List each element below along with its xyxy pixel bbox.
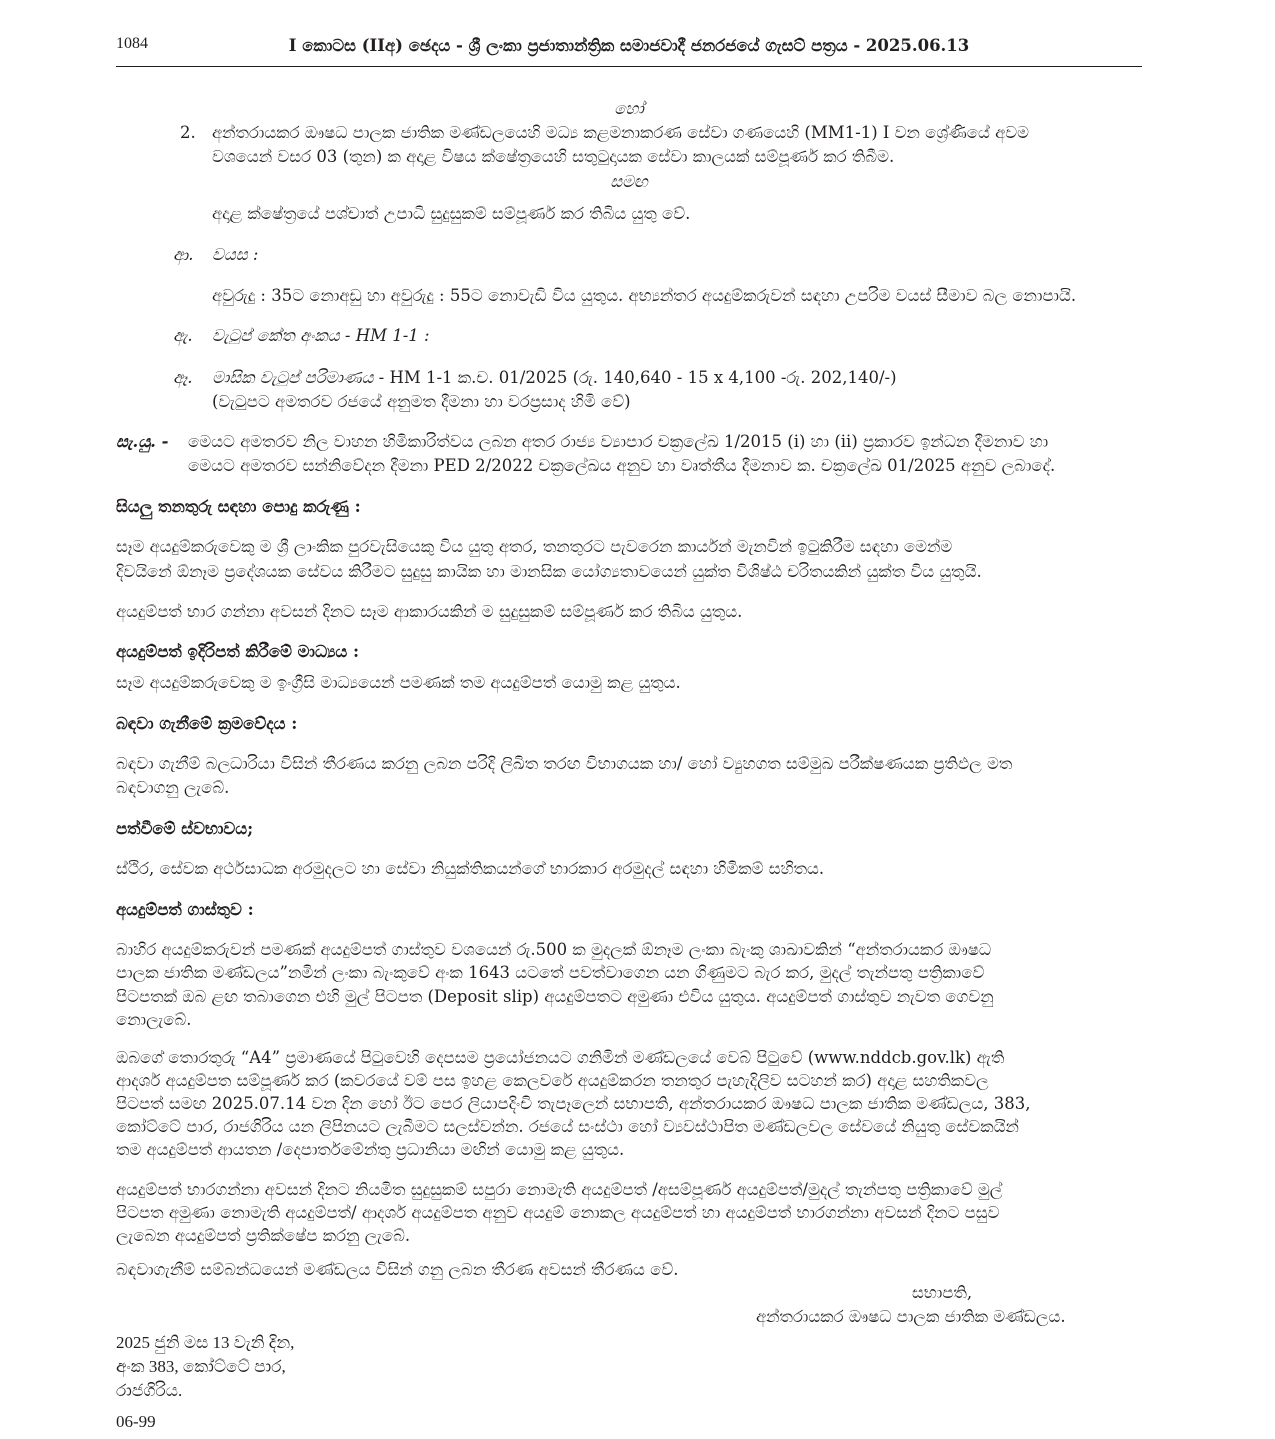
postgrad-requirement: අදාළ ක්ෂේත්‍රයේ පශ්චාත් උපාධි සුදුසුකම් සම්පූර්ණ කර තිබිය යුතු වේ.: [212, 204, 691, 223]
nature-text: ස්ථිර, සේවක අර්ථසාධක අරමුදලට හා සේවා නියුක්තිකයන්ගේ භාරකාර අරමුදල් සඳහා හිමිකම් සහිතය.: [116, 859, 825, 878]
fee-heading: අයදුම්පත් ගාස්තුව :: [116, 900, 254, 919]
ps-line-1: මෙයට අමතරව නිල වාහන හිමිකාරිත්වය ලබන අතර රාජ්‍ය ව්‍යාපාර චක්‍රලේඛ 1/2015 (i) හා (ii) ප්‍රකාරව ඉන්ධන දීමනාව හා: [188, 432, 1049, 451]
general-p2: අයදුම්පත් භාර ගන්නා අවසන් දිනට සෑම ආකාරයකින් ම සුදුසුකම් සම්පූර්ණ කර තිබිය යුතුය.: [116, 602, 743, 621]
fee-p4: බඳවාගැනීම් සම්බන්ධයෙන් මණ්ඩලය විසින් ගනු ලබන තීරණ අවසන් තීරණය වේ.: [116, 1260, 679, 1279]
or-word: හෝ: [614, 99, 644, 118]
medium-text: සෑම අයදුම්කරුවෙකු ම ඉංග්‍රීසි මාධ්‍යයෙන් පමණක් තම අයදුම්පත් යොමු කළ යුතුය.: [116, 673, 681, 692]
fee-p2-line-5: තම අයදුම්පත් ආයතන /දෙපාර්තමේන්තු ප්‍රධානියා මඟින් යොමු කළ යුතුය.: [116, 1140, 625, 1159]
fee-p1-line-2: පාලක ජාතික මණ්ඩලය”නමින් ලංකා බැංකුවේ අංක 1643 යටතේ පවත්වාගෙන යන ගිණුමට බැර කර, මුදල් තැන්පතු පත්‍රිකාවේ: [116, 963, 985, 982]
medium-heading: අයදුම්පත් ඉදිරිපත් කිරීමේ මාධ්‍යය :: [116, 642, 360, 661]
fee-p3-line-2: පිටපත අමුණා නොමැති අයදුම්පත්/ ආදර්ශ අයදුම්පත අනුව අයදුම් නොකල අයදුම්පත් හා අයදුම්පත් භාරගන්නා අවසන් දිනට පසුව: [116, 1203, 1000, 1222]
gazette-page: [116, 0, 1142, 1439]
and-word: සමඟ: [610, 172, 648, 191]
ps-line-2: මෙයට අමතරව සන්නිවේදන දීමනා PED 2/2022 චක්‍රලේඛය අනුව හා වෘත්තීය දීමනාව ක. චක්‍රලේඛ 01/2025 අනුව ලබාදේ.: [188, 456, 1056, 475]
signature-title: සභාපති,: [912, 1283, 973, 1302]
nature-heading: පත්වීමේ ස්වභාවය;: [116, 819, 254, 838]
salary-title: මාසික වැටුප් පරිමාණය: [212, 368, 374, 387]
ps-label: සැ.යු. -: [116, 432, 169, 451]
fee-p1-line-3: පිටපතක් ඔබ ළඟ තබාගෙන එහි මුල් පිටපත (Deposit slip) අයදුම්පතට අමුණා එවිය යුතුය. අයදුම්පත් ගාස්තුව නැවත ගෙවනු: [116, 987, 994, 1006]
fee-p3-line-1: අයදුම්පත් භාරගන්නා අවසන් දිනට නියමිත සුදුසුකම් සපුරා නොමැති අයදුම්පත් /අසම්පූර්ණ අයදුම්පත්/මුදල් තැන්පතු පත්‍රිකාවේ මුල්: [116, 1180, 1003, 1199]
general-p1-line-2: දිවයිනේ ඕනෑම ප්‍රදේශයක සේවය කිරීමට සුදුසු කායික හා මානසික යෝග්‍යතාවයෙන් යුක්ත විශිෂ්ඨ චරිතයකින් යුක්ත විය යුතුයි.: [116, 562, 982, 581]
page-number: 1084: [116, 35, 148, 52]
footer-code: 06-99: [116, 1412, 156, 1431]
fee-p1-line-1: බාහිර අයදුම්කරුවන් පමණක් අයදුම්පත් ගාස්තුව වශයෙන් රු.500 ක මුදලක් ඕනෑම ලංකා බැංකු ශාඛාවකින් “අන්තරායකර ඖෂධ: [116, 940, 992, 959]
salary-label: ඈ.: [173, 368, 193, 387]
general-p1-line-1: සෑම අයදුම්කරුවෙකු ම ශ්‍රී ලාංකික පුරවැසියෙකු විය යුතු අතර, තනතුරට පැවරෙන කාර්යන් මැනවින් ඉටුකිරීම සඳහා මෙන්ම: [116, 537, 953, 556]
age-title: වයස :: [212, 245, 259, 264]
fee-p2-line-4: කෝට්ටේ පාර, රාජගිරිය යන ලිපිනයට ලැබීමට සලස්වන්න. රජයේ සංස්ථා හෝ ව්‍යවස්ථාපිත මණ්ඩලවල සේවයේ නියුතු සේවකයින්: [116, 1117, 1019, 1136]
recruitment-heading: බඳවා ගැනීමේ ක්‍රමවේදය :: [116, 714, 298, 733]
fee-p2-line-1: ඔබගේ තොරතුරු “A4” ප්‍රමාණයේ පිටුවෙහි දෙපසම ප්‍රයෝජනයට ගනිමින් මණ්ඩලයේ වෙබ් පිටුවේ (www.nddcb.gov.lk) ඇති: [116, 1048, 1005, 1067]
age-text: අවුරුදු : 35ට නොඅඩු හා අවුරුදු : 55ට නොවැඩි විය යුතුය. අභ්‍යන්තර අයදුම්කරුවන් සඳහා උපරිම වයස් සීමාව බල නොපායි.: [212, 286, 1077, 305]
gazette-title: I කොටස (IIඅ) ඡෙදය - ශ්‍රී ලංකා ප්‍රජාතාන්ත්‍රික සමාජවාදී ජනරජයේ ගැසට් පත්‍රය - 2025.06.13: [288, 36, 970, 55]
item-2-line-1: අන්තරායකර ඖෂධ පාලක ජාතික මණ්ඩලයෙහි මධ්‍ය කළමනාකරණ සේවා ගණයෙහි (MM1-1) I වන ශ්‍රේණියේ අවම: [212, 123, 1029, 142]
fee-p3-line-3: ලැබෙන අයදුම්පත් ප්‍රතික්ෂේප කරනු ලැබේ.: [116, 1226, 411, 1245]
recruitment-line-1: බඳවා ගැනීම් බලධාරියා විසින් තීරණය කරනු ලබන පරිදි ලිඛිත තරඟ විභාගයක හා/ හෝ ව්‍යුහගත සම්මුඛ පරීක්ෂණයක ප්‍රතිඵල මත: [116, 754, 1013, 773]
footer-date: 2025 ජුනි මස 13 වැනි දින,: [116, 1333, 295, 1352]
fee-p2-line-2: ආදර්ශ අයදුම්පත සම්පූර්ණ කර (කවරයේ වම් පස ඉහළ කෙලවරේ අයදුම්කරන තනතුර පැහැදිලිව සටහන් කර) අදාළ සහතිකවල: [116, 1071, 989, 1090]
general-heading: සියලු තනතුරු සඳහා පොදු කරුණු :: [116, 497, 361, 516]
salary-text: - HM 1-1 ක.ච. 01/2025 (රු. 140,640 - 15 x 4,100 -රු. 202,140/-): [373, 368, 897, 387]
age-label: ආ.: [173, 245, 194, 264]
fee-p2-line-3: පිටපත් සමඟ 2025.07.14 වන දින හෝ ඊට පෙර ලියාපදිංචි තැපෑලෙන් සභාපති, අන්තරායකර ඖෂධ පාලක ජාතික මණ්ඩලය, 383,: [116, 1094, 1031, 1113]
salary-code-label: ඇ.: [173, 326, 193, 345]
page-header: [116, 30, 1142, 67]
salary-note: (වැටුපට අමතරව රජයේ අනුමත දීමනා හා වරප්‍රසාද හිමි වේ): [212, 392, 631, 411]
item-2-number: 2.: [180, 123, 196, 142]
item-2-line-2: වශයෙන් වසර 03 (තුන) ක අදාළ විෂය ක්ෂේත්‍රයෙහි සතුටුදායක සේවා කාලයක් සම්පූර්ණ කර තිබීම.: [212, 147, 895, 166]
recruitment-line-2: බඳවාගනු ලැබේ.: [116, 778, 230, 797]
salary-code-text: වැටුප් කේත අංකය - HM 1-1 :: [212, 326, 430, 345]
signature-org: අන්තරායකර ඖෂධ පාලක ජාතික මණ්ඩලය.: [756, 1307, 1066, 1326]
salary-line: [212, 366, 1142, 390]
footer-address-2: රාජගිරිය.: [116, 1381, 183, 1400]
fee-p1-line-4: නොලැබේ.: [116, 1010, 192, 1029]
footer-address-1: අංක 383, කෝට්ටේ පාර,: [116, 1357, 286, 1376]
